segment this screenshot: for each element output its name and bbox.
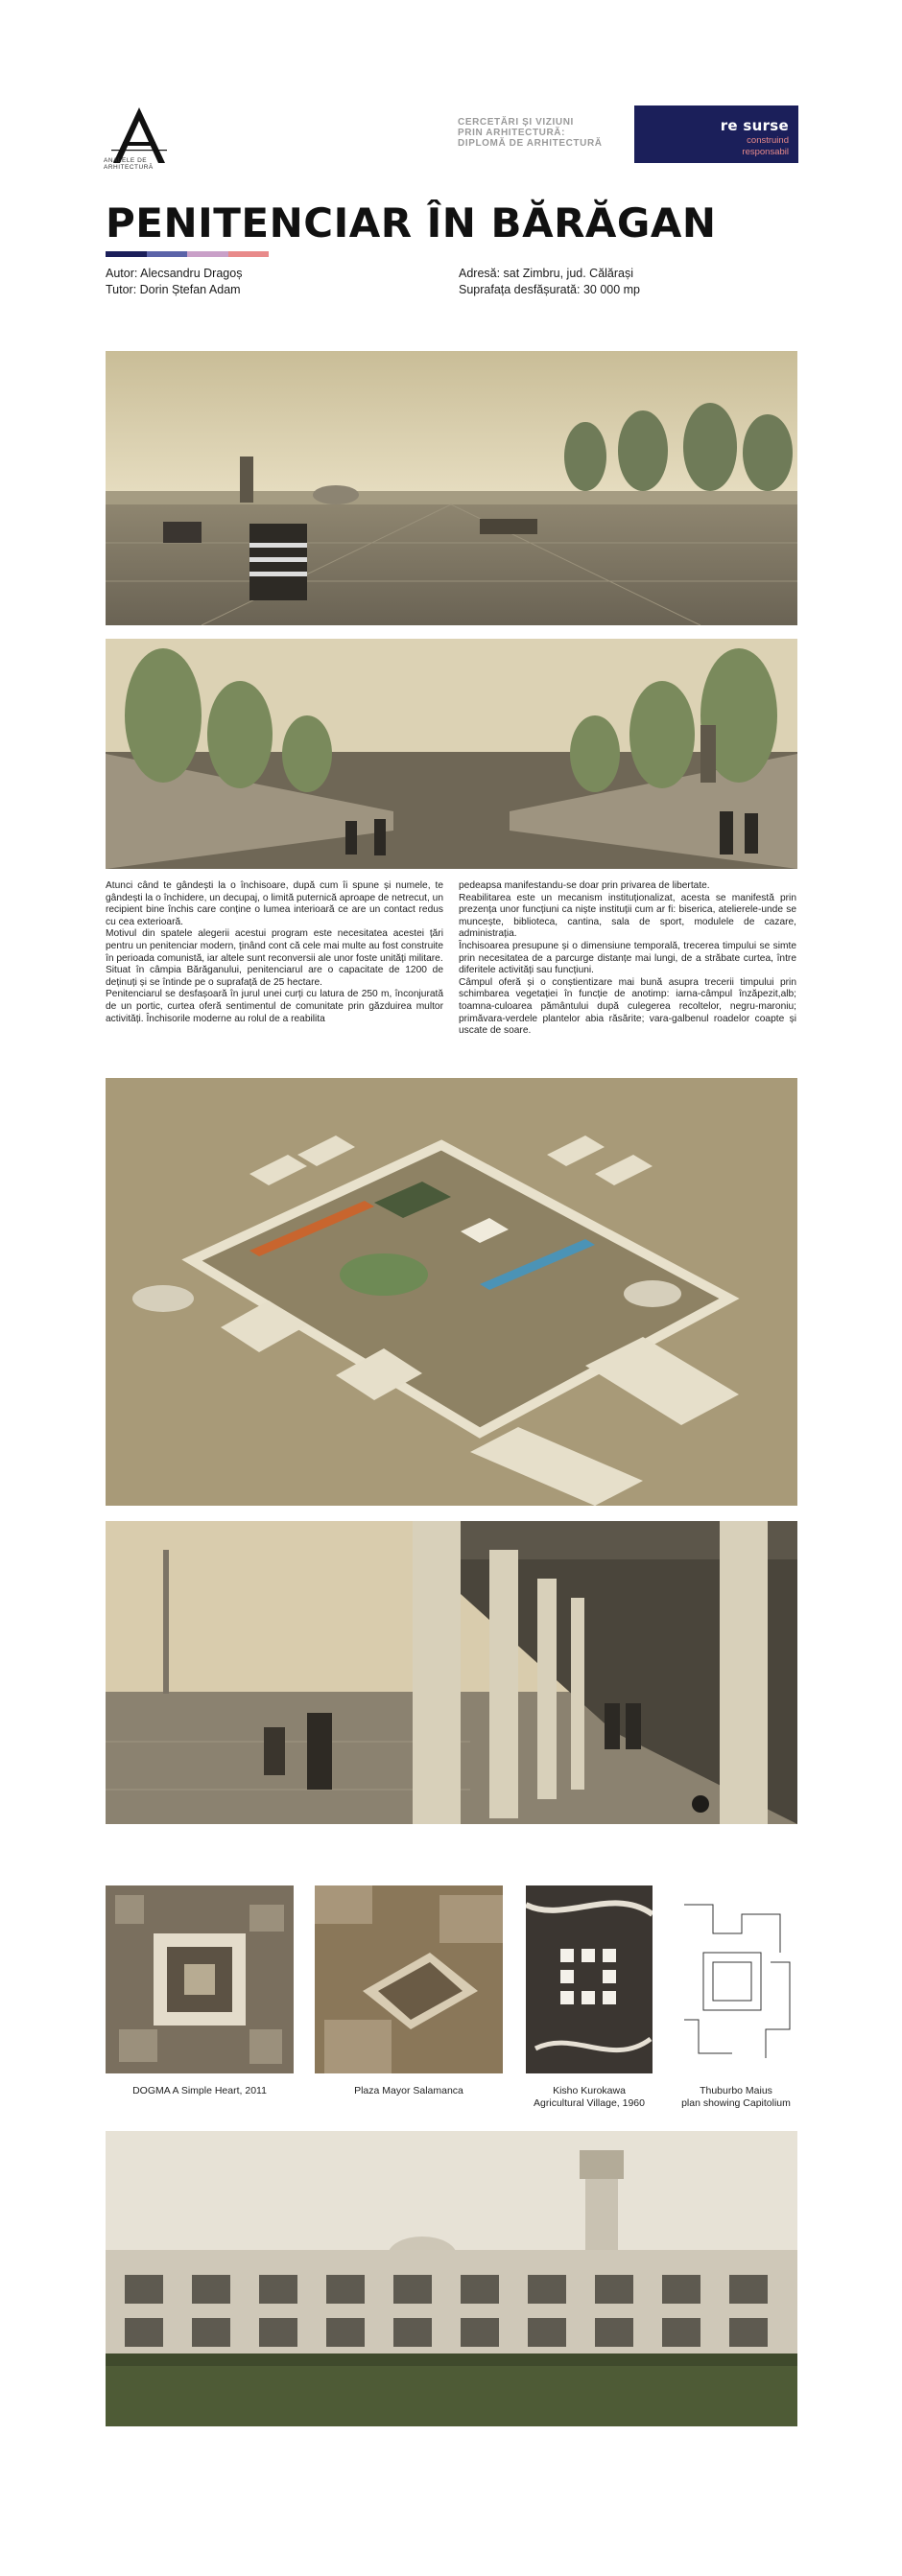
render-axonometric-plan xyxy=(106,1078,797,1506)
caption-line: Agricultural Village, 1960 xyxy=(534,2097,645,2109)
reference-caption xyxy=(503,2085,676,2110)
reference-caption xyxy=(315,2085,503,2097)
reference-caption xyxy=(662,2085,810,2110)
rule-segment xyxy=(147,251,188,257)
reference-plaza-mayor-aerial xyxy=(315,1885,503,2073)
reference-caption xyxy=(106,2085,294,2097)
paragraph: Reabilitarea este un mecanism instituționalizat, acesta se manifestă prin prezența unor funcțiuni ca niște instituții cum ar fi: biserica, atelierele-unde se muncește, biblioteca, cantina, sala de sport, modulele de cazare, administrația. xyxy=(459,892,796,940)
caption-line: plan showing Capitolium xyxy=(681,2097,791,2109)
brand-sub: responsabil xyxy=(742,147,789,157)
paragraph: Motivul din spatele alegerii acestui program este necesitatea acestei țări pentru un penitenciar modern, ținând cont că cele mai multe au fost construite în perioada comunistă, iar altele sunt reconversii ale unor foste unități militare. xyxy=(106,928,443,964)
paragraph: Câmpul oferă și o conștientizare mai bună asupra trecerii timpului prin schimbarea vegetației în funcție de anotimp: iarna-câmpul înzăpezit,alb; toamna-culoarea pământului după culegerea recoltelor, negru-maroniu; primăvara-verdele plantelor abia răsărite; vara-galbenul roadelor coapte și uscate de soare. xyxy=(459,976,796,1037)
tagline-line: DIPLOMĂ DE ARHITECTURĂ xyxy=(458,138,603,149)
paragraph: Situat în câmpia Bărăganului, penitenciarul are o capacitate de 1200 de deținuți și se întinde pe o suprafață de 25 hectare. xyxy=(106,965,443,988)
area: Suprafața desfășurată: 30 000 mp xyxy=(459,283,641,296)
tutor: Tutor: Dorin Ștefan Adam xyxy=(106,283,241,296)
title-color-rule xyxy=(106,251,269,257)
render-tree-lined-court xyxy=(106,639,797,869)
logo-caption: ANALELE DE ARHITECTURĂ xyxy=(104,157,154,171)
reference-thuburbo-plan xyxy=(675,1885,797,2073)
render-facade-meadow xyxy=(106,2131,797,2426)
paragraph: pedeapsa manifestandu-se doar prin privarea de libertate. xyxy=(459,880,710,891)
description-column-2 xyxy=(459,880,796,1038)
rule-segment xyxy=(228,251,270,257)
caption-line: Kisho Kurokawa xyxy=(553,2085,626,2096)
brand-sub: construind xyxy=(747,135,789,146)
tagline-line: PRIN ARHITECTURĂ: xyxy=(458,128,566,138)
description-column-1 xyxy=(106,880,443,1025)
paragraph: Închisoarea presupune și o dimensiune temporală, trecerea timpului se simte prin necesitatea de a parcurge distanțe mai lungi, de a străbate curtea, între diferitele activități sau funcțiuni. xyxy=(459,940,796,976)
reference-kurokawa-village xyxy=(526,1885,653,2073)
reference-dogma-aerial xyxy=(106,1885,294,2073)
render-courtyard-perspective xyxy=(106,351,797,625)
rule-segment xyxy=(187,251,228,257)
project-info xyxy=(459,266,640,298)
project-credits xyxy=(106,266,242,298)
render-portico-figures xyxy=(106,1521,797,1824)
project-title: PENITENCIAR ÎN BĂRĂGAN xyxy=(106,199,717,246)
author: Autor: Alecsandru Dragoș xyxy=(106,267,243,280)
paragraph: Penitenciarul se desfașoară în jurul unei curți cu latura de 250 m, înconjurată de un portic, curtea oferă sentimentul de comunitate prin găzduirea multor activități. Închisorile moderne au rolul de a reabilita xyxy=(106,989,443,1024)
caption-line: DOGMA A Simple Heart, 2011 xyxy=(132,2085,267,2096)
address: Adresă: sat Zimbru, jud. Călărași xyxy=(459,267,634,280)
caption-line: Thuburbo Maius xyxy=(700,2085,772,2096)
journal-logo xyxy=(106,105,173,165)
brand-name: re surse xyxy=(720,117,789,134)
rule-segment xyxy=(106,251,147,257)
resurse-brand-logo xyxy=(634,105,798,163)
caption-line: Plaza Mayor Salamanca xyxy=(354,2085,463,2096)
tagline-line: CERCETĂRI ȘI VIZIUNI xyxy=(458,117,574,128)
series-tagline xyxy=(458,117,603,149)
paragraph: Atunci când te gândești la o închisoare, după cum îi spune și numele, te gândești la o închidere, un decupaj, o limită puternică aproape de netrecut, un recipient bine închis care conține o lumea interioară ce are un contact redus cu cea exterioară. xyxy=(106,880,443,927)
